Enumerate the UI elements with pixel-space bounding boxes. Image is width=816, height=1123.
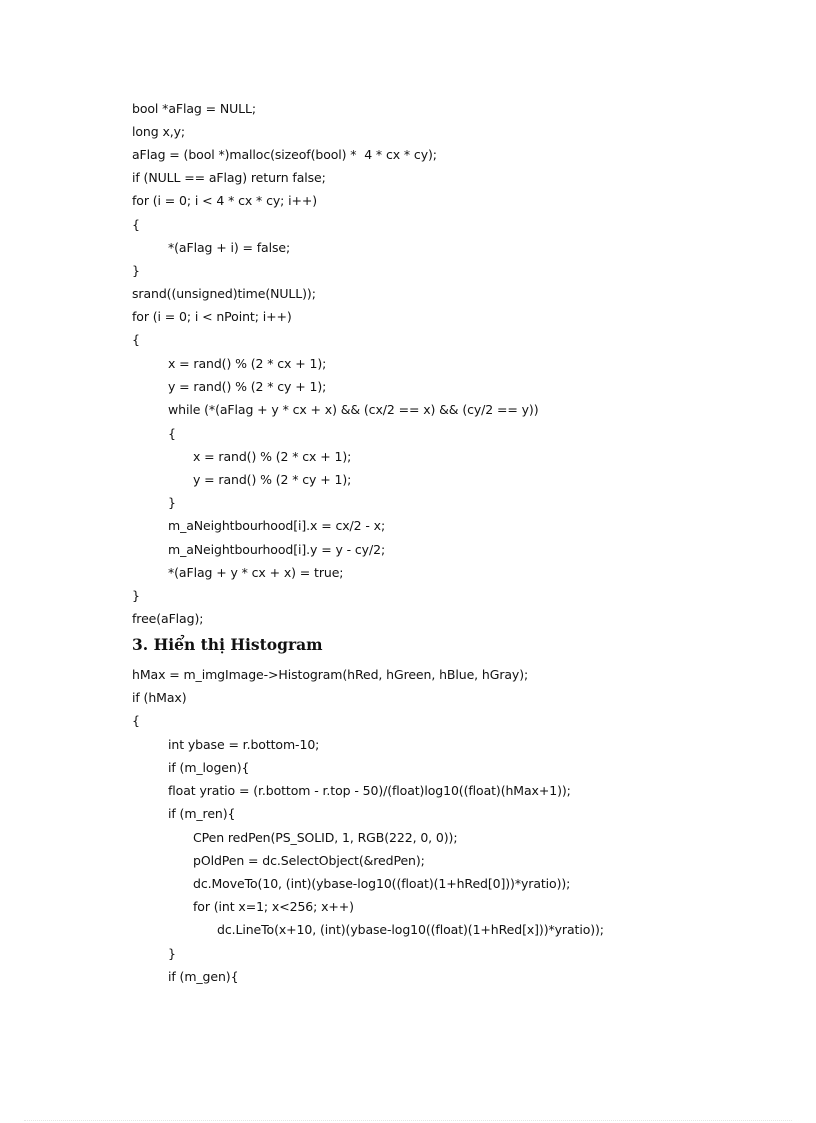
code-line: CPen redPen(PS_SOLID, 1, RGB(222, 0, 0)); (193, 830, 458, 845)
code-line: dc.MoveTo(10, (int)(ybase-log10((float)(1+hRed[0]))*yratio)); (193, 876, 571, 891)
code-line: int ybase = r.bottom-10; (168, 737, 320, 752)
code-line: *(aFlag + i) = false; (168, 240, 291, 255)
code-line: if (hMax) (132, 690, 187, 705)
code-line: } (132, 263, 140, 278)
code-line: float yratio = (r.bottom - r.top - 50)/(float)log10((float)(hMax+1)); (168, 783, 571, 798)
code-line: x = rand() % (2 * cx + 1); (193, 449, 352, 464)
code-line: for (i = 0; i < 4 * cx * cy; i++) (132, 193, 318, 208)
code-line: { (132, 713, 140, 728)
code-line: dc.LineTo(x+10, (int)(ybase-log10((float)(1+hRed[x]))*yratio)); (217, 922, 604, 937)
code-line: pOldPen = dc.SelectObject(&redPen); (193, 853, 425, 868)
code-line: m_aNeightbourhood[i].x = cx/2 - x; (168, 518, 386, 533)
code-line: bool *aFlag = NULL; (132, 101, 257, 116)
code-line: if (m_ren){ (168, 806, 236, 821)
code-line: } (132, 588, 140, 603)
code-line: srand((unsigned)time(NULL)); (132, 286, 316, 301)
code-line: y = rand() % (2 * cy + 1); (168, 379, 327, 394)
code-line: x = rand() % (2 * cx + 1); (168, 356, 327, 371)
code-line: for (i = 0; i < nPoint; i++) (132, 309, 292, 324)
code-line: m_aNeightbourhood[i].y = y - cy/2; (168, 542, 386, 557)
code-line: } (168, 946, 176, 961)
code-line: while (*(aFlag + y * cx + x) && (cx/2 == x) && (cy/2 == y)) (168, 402, 539, 417)
code-line: } (168, 495, 176, 510)
code-line: if (NULL == aFlag) return false; (132, 170, 326, 185)
code-line: if (m_gen){ (168, 969, 239, 984)
page-bottom-divider (24, 1120, 792, 1121)
code-line: free(aFlag); (132, 611, 204, 626)
code-line: long x,y; (132, 124, 186, 139)
code-line: { (132, 217, 140, 232)
code-line: if (m_logen){ (168, 760, 250, 775)
code-line: { (132, 332, 140, 347)
section-heading: 3. Hiển thị Histogram (132, 635, 323, 654)
code-line: y = rand() % (2 * cy + 1); (193, 472, 352, 487)
code-line: { (168, 426, 176, 441)
code-line: for (int x=1; x<256; x++) (193, 899, 354, 914)
code-line: *(aFlag + y * cx + x) = true; (168, 565, 344, 580)
code-line: aFlag = (bool *)malloc(sizeof(bool) * 4 * cx * cy); (132, 147, 437, 162)
code-line: hMax = m_imgImage->Histogram(hRed, hGreen, hBlue, hGray); (132, 667, 529, 682)
